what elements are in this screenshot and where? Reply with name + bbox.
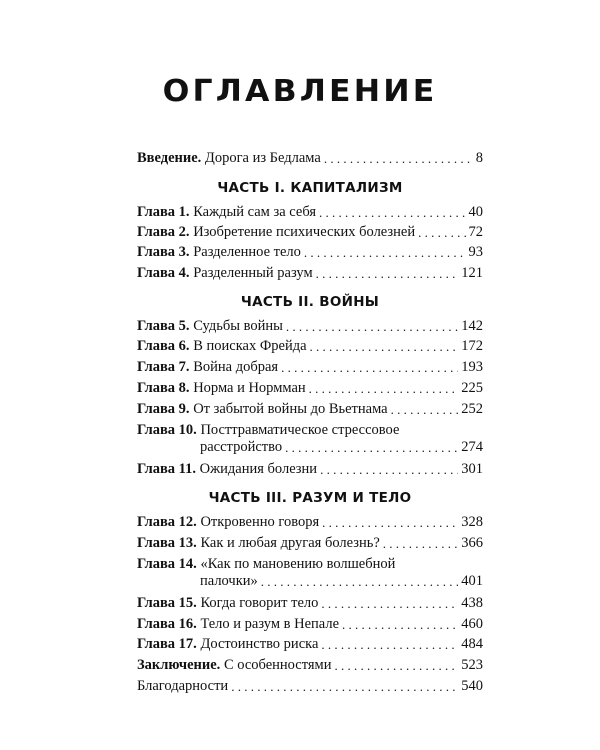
toc-entry-chapter-14[interactable] xyxy=(137,556,483,590)
dot-leader xyxy=(391,401,459,418)
entry-title: Как и любая другая болезнь? xyxy=(196,535,380,551)
dot-leader xyxy=(231,678,458,695)
entry-title: «Как по мановению волшебной xyxy=(196,556,396,572)
page-title: ОГЛАВЛЕНИЕ xyxy=(162,74,438,109)
toc-entry-chapter-16[interactable] xyxy=(137,616,483,633)
toc-entry-chapter-17[interactable] xyxy=(137,636,483,653)
dot-leader xyxy=(285,439,458,456)
toc-entry-intro[interactable] xyxy=(137,150,483,167)
toc-entry-chapter-6[interactable] xyxy=(137,338,483,355)
page-number: 540 xyxy=(461,678,483,694)
page-number: 72 xyxy=(468,224,483,240)
page-number: 366 xyxy=(461,535,483,551)
entry-label-bold: Глава 11. xyxy=(137,461,197,477)
entry-title: Тело и разум в Непале xyxy=(196,616,340,632)
page-number: 484 xyxy=(461,636,483,652)
dot-leader xyxy=(316,265,459,282)
dot-leader xyxy=(324,150,473,167)
entry-label-bold: Глава 10. xyxy=(137,422,197,438)
page-number: 401 xyxy=(461,573,483,589)
entry-title: Разделенное тело xyxy=(189,244,301,260)
page-number: 193 xyxy=(461,359,483,375)
dot-leader xyxy=(261,573,458,590)
toc-entry-chapter-11[interactable] xyxy=(137,461,483,478)
toc-entry-acknowledgements[interactable] xyxy=(137,678,483,695)
page-number: 274 xyxy=(461,439,483,455)
entry-title: Каждый сам за себя xyxy=(189,204,316,220)
toc-entry-chapter-7[interactable] xyxy=(137,359,483,376)
toc-entry-conclusion[interactable] xyxy=(137,657,483,674)
dot-leader xyxy=(319,204,466,221)
toc-entry-chapter-3[interactable] xyxy=(137,244,483,261)
entry-title: Норма и Нормман xyxy=(189,380,306,396)
entry-title: Достоинство риска xyxy=(196,636,319,652)
page-number: 121 xyxy=(461,265,483,281)
entry-label-bold: Заключение. xyxy=(137,657,221,673)
toc-entry-chapter-1[interactable] xyxy=(137,204,483,221)
entry-label-bold: Глава 1. xyxy=(137,204,190,220)
dot-leader xyxy=(310,338,459,355)
entry-title-continuation: палочки» xyxy=(200,573,258,589)
entry-title: Дорога из Бедлама xyxy=(201,150,321,166)
page-number: 460 xyxy=(461,616,483,632)
page-number: 93 xyxy=(468,244,483,260)
page-number: 523 xyxy=(461,657,483,673)
entry-title: Разделенный разум xyxy=(189,265,313,281)
page-number: 252 xyxy=(461,401,483,417)
toc-entry-chapter-13[interactable] xyxy=(137,535,483,552)
entry-title: От забытой войны до Вьетнама xyxy=(189,401,388,417)
entry-label-bold: Глава 8. xyxy=(137,380,190,396)
entry-title-continuation: расстройство xyxy=(200,439,283,455)
toc-entry-chapter-5[interactable] xyxy=(137,318,483,335)
page-number: 301 xyxy=(461,461,483,477)
dot-leader xyxy=(383,535,458,552)
dot-leader xyxy=(334,657,458,674)
toc-entry-chapter-12[interactable] xyxy=(137,514,483,531)
entry-label-bold: Глава 15. xyxy=(137,595,197,611)
entry-label-bold: Глава 12. xyxy=(137,514,197,530)
entry-label-bold: Глава 17. xyxy=(137,636,197,652)
page-number: 172 xyxy=(461,338,483,354)
entry-title: Судьбы войны xyxy=(189,318,283,334)
toc-entry-chapter-8[interactable] xyxy=(137,380,483,397)
entry-label-bold: Глава 3. xyxy=(137,244,190,260)
entry-label-bold: Глава 4. xyxy=(137,265,190,281)
toc-entry-chapter-15[interactable] xyxy=(137,595,483,612)
dot-leader xyxy=(322,514,458,531)
dot-leader xyxy=(304,244,466,261)
entry-title: С особенностями xyxy=(220,657,332,673)
dot-leader xyxy=(321,636,458,653)
toc-entry-chapter-4[interactable] xyxy=(137,265,483,282)
part-heading-3: ЧАСТЬ III. РАЗУМ И ТЕЛО xyxy=(208,490,412,506)
page-number: 438 xyxy=(461,595,483,611)
entry-title: В поисках Фрейда xyxy=(189,338,307,354)
part-heading-1: ЧАСТЬ I. КАПИТАЛИЗМ xyxy=(217,180,403,196)
entry-label-bold: Глава 5. xyxy=(137,318,190,334)
dot-leader xyxy=(320,461,458,478)
dot-leader xyxy=(342,616,458,633)
dot-leader xyxy=(309,380,459,397)
entry-title: Откровенно говоря xyxy=(196,514,320,530)
page-number: 328 xyxy=(461,514,483,530)
page-number: 8 xyxy=(475,150,483,166)
page-number: 142 xyxy=(461,318,483,334)
entry-label-bold: Глава 7. xyxy=(137,359,190,375)
toc-entry-chapter-2[interactable] xyxy=(137,224,483,241)
entry-title: Когда говорит тело xyxy=(196,595,319,611)
entry-label-bold: Глава 16. xyxy=(137,616,197,632)
entry-title: Посттравматическое стрессовое xyxy=(196,422,400,438)
entry-label-bold: Глава 13. xyxy=(137,535,197,551)
entry-title: Ожидания болезни xyxy=(196,461,318,477)
entry-label-bold: Глава 14. xyxy=(137,556,197,572)
dot-leader xyxy=(281,359,458,376)
dot-leader xyxy=(286,318,458,335)
entry-title: Изобретение психических болезней xyxy=(189,224,416,240)
page-number: 40 xyxy=(468,204,483,220)
toc-entry-chapter-9[interactable] xyxy=(137,401,483,418)
entry-label-bold: Введение. xyxy=(137,150,202,166)
entry-label-bold: Глава 2. xyxy=(137,224,190,240)
part-heading-2: ЧАСТЬ II. ВОЙНЫ xyxy=(240,294,380,310)
entry-title: Война добрая xyxy=(189,359,279,375)
page-number: 225 xyxy=(461,380,483,396)
dot-leader xyxy=(321,595,458,612)
dot-leader xyxy=(418,224,465,241)
entry-label-bold: Глава 6. xyxy=(137,338,190,354)
toc-entry-chapter-10[interactable] xyxy=(137,422,483,456)
entry-label-bold: Глава 9. xyxy=(137,401,190,417)
entry-title: Благодарности xyxy=(137,678,229,694)
